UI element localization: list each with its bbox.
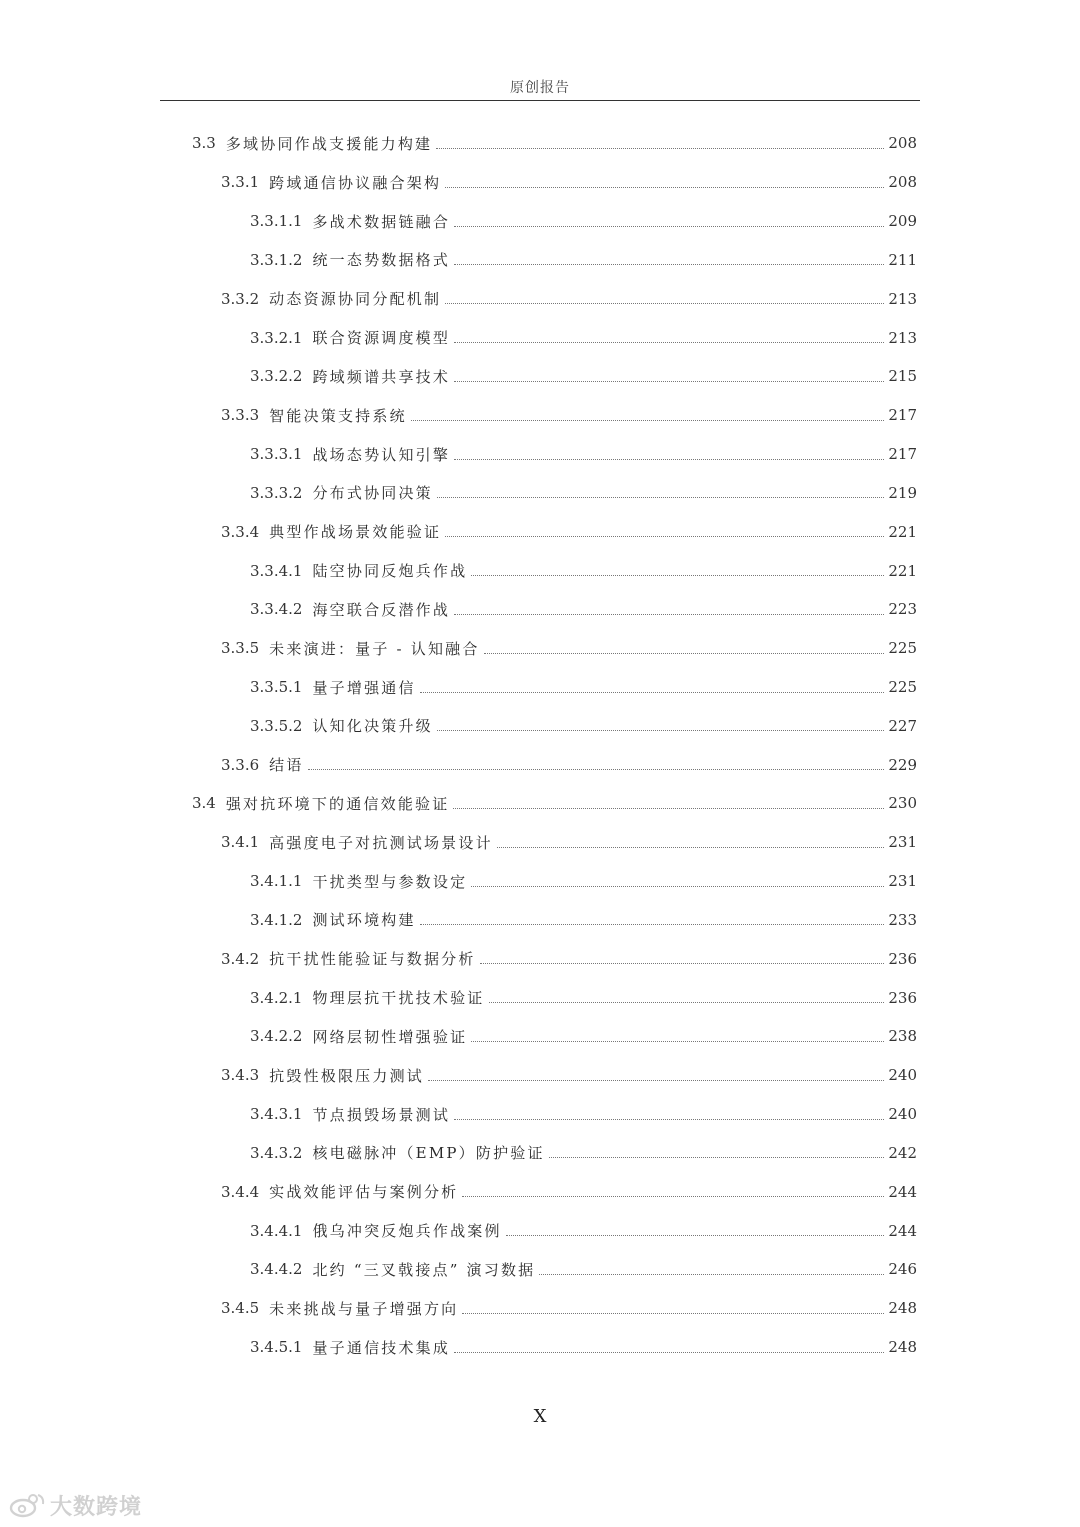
toc-entry-title: 俄乌冲突反炮兵作战案例: [312, 1222, 502, 1241]
toc-entry-title: 统一态势数据格式: [312, 251, 451, 270]
toc-entry-page: 208: [888, 134, 917, 153]
toc-entry-number: 3.3.6: [221, 755, 260, 774]
toc-entry[interactable]: [0, 202, 1080, 241]
toc-entry-number: 3.4.5.1: [250, 1338, 303, 1357]
toc-entry-page: 231: [888, 872, 917, 891]
toc-entry-title: 干扰类型与参数设定: [312, 872, 468, 891]
toc-entry-number: 3.3.4.1: [250, 561, 303, 580]
toc-entry-page: 221: [888, 561, 917, 580]
toc-entry[interactable]: [0, 1328, 1080, 1367]
toc-dot-leader: [454, 1352, 884, 1353]
toc-entry-page: 248: [888, 1299, 917, 1318]
toc-entry-page: 208: [888, 173, 917, 192]
toc-entry-number: 3.3.5: [221, 639, 260, 658]
toc-entry[interactable]: [0, 124, 1080, 163]
toc-entry-page: 219: [888, 483, 917, 502]
toc-entry-number: 3.3: [192, 134, 216, 153]
toc-entry-title: 动态资源协同分配机制: [269, 290, 442, 309]
toc-dot-leader: [497, 847, 885, 848]
toc-dot-leader: [454, 226, 884, 227]
toc-entry[interactable]: [0, 1134, 1080, 1173]
toc-dot-leader: [437, 730, 884, 731]
toc-entry-number: 3.3.1: [221, 173, 260, 192]
toc-entry[interactable]: [0, 590, 1080, 629]
toc-entry-number: 3.4.1.1: [250, 872, 303, 891]
toc-entry[interactable]: [0, 862, 1080, 901]
toc-dot-leader: [462, 1196, 884, 1197]
toc-entry-number: 3.3.3.2: [250, 483, 303, 502]
toc-entry-number: 3.3.4: [221, 522, 260, 541]
toc-entry-number: 3.4.3.2: [250, 1143, 303, 1162]
page-number: X: [533, 1406, 547, 1427]
toc-entry-page: 240: [888, 1105, 917, 1124]
toc-dot-leader: [471, 575, 884, 576]
toc-entry[interactable]: [0, 357, 1080, 396]
watermark-text: 大数跨境: [50, 1494, 143, 1520]
toc-entry-title: 海空联合反潜作战: [312, 600, 451, 619]
toc-entry-title: 多战术数据链融合: [312, 212, 451, 231]
toc-dot-leader: [489, 1002, 885, 1003]
toc-dot-leader: [411, 420, 885, 421]
toc-entry-number: 3.3.2: [221, 289, 260, 308]
toc-entry-page: 246: [888, 1260, 917, 1279]
toc-entry[interactable]: [0, 1250, 1080, 1289]
toc-dot-leader: [462, 1313, 884, 1314]
toc-dot-leader: [454, 342, 884, 343]
toc-entry-title: 联合资源调度模型: [312, 329, 451, 348]
toc-dot-leader: [454, 459, 884, 460]
toc-entry-page: 233: [888, 910, 917, 929]
toc-entry[interactable]: [0, 901, 1080, 940]
toc-entry[interactable]: [0, 1172, 1080, 1211]
toc-entry[interactable]: [0, 1289, 1080, 1328]
toc-entry-page: 227: [888, 716, 917, 735]
toc-dot-leader: [480, 963, 885, 964]
toc-entry[interactable]: [0, 1211, 1080, 1250]
toc-entry-number: 3.4.3: [221, 1066, 260, 1085]
toc-dot-leader: [445, 187, 884, 188]
toc-entry-title: 测试环境构建: [312, 911, 416, 930]
toc-entry-number: 3.3.3: [221, 406, 260, 425]
watermark: [8, 1490, 142, 1520]
page-header-title: 原创报告: [510, 80, 570, 96]
toc-entry-page: 238: [888, 1027, 917, 1046]
header-rule: [160, 100, 920, 101]
toc-entry-page: 215: [888, 367, 917, 386]
toc-entry-page: 229: [888, 755, 917, 774]
table-of-contents: [0, 124, 1080, 1367]
toc-entry-title: 多域协同作战支援能力构建: [225, 134, 433, 153]
toc-entry-number: 3.4.1.2: [250, 910, 303, 929]
toc-entry-number: 3.3.5.1: [250, 678, 303, 696]
toc-entry[interactable]: [0, 629, 1080, 668]
toc-entry[interactable]: [0, 318, 1080, 357]
toc-entry[interactable]: [0, 939, 1080, 978]
toc-entry-title: 强对抗环境下的通信效能验证: [225, 794, 450, 813]
toc-entry-title: 跨域频谱共享技术: [312, 367, 451, 386]
toc-entry-page: 231: [888, 833, 917, 852]
toc-entry[interactable]: [0, 745, 1080, 784]
toc-entry-page: 230: [888, 794, 917, 813]
toc-dot-leader: [539, 1274, 884, 1275]
toc-entry-page: 240: [888, 1066, 917, 1085]
toc-entry-number: 3.3.5.2: [250, 716, 303, 735]
toc-entry-title: 结语: [269, 756, 304, 775]
toc-entry-title: 未来挑战与量子增强方向: [269, 1299, 459, 1318]
toc-dot-leader: [484, 653, 885, 654]
toc-entry-number: 3.3.4.2: [250, 600, 303, 619]
toc-dot-leader: [420, 692, 885, 693]
toc-entry[interactable]: [0, 512, 1080, 551]
toc-entry-page: 211: [888, 250, 917, 269]
toc-entry-title: 高强度电子对抗测试场景设计: [269, 833, 493, 852]
toc-entry-page: 221: [888, 522, 917, 541]
toc-dot-leader: [454, 614, 884, 615]
toc-entry-page: 213: [888, 328, 917, 347]
toc-entry-number: 3.3.3.1: [250, 445, 303, 464]
toc-entry-number: 3.4: [192, 794, 216, 813]
toc-entry-number: 3.3.2.1: [250, 328, 303, 347]
toc-entry-number: 3.3.1.1: [250, 212, 303, 231]
toc-dot-leader: [454, 264, 884, 265]
toc-entry[interactable]: [0, 978, 1080, 1017]
toc-entry-number: 3.4.5: [221, 1299, 260, 1318]
toc-entry-page: 236: [888, 949, 917, 968]
toc-dot-leader: [453, 808, 884, 809]
toc-entry-number: 3.4.4: [221, 1182, 260, 1201]
toc-entry-title: 量子增强通信: [312, 678, 416, 697]
toc-entry-title: 陆空协同反炮兵作战: [312, 562, 468, 581]
toc-entry[interactable]: [0, 163, 1080, 202]
toc-entry-title: 跨域通信协议融合架构: [269, 173, 442, 192]
toc-entry[interactable]: [0, 240, 1080, 279]
toc-entry-page: 244: [888, 1221, 917, 1240]
toc-dot-leader: [420, 924, 885, 925]
toc-entry-title: 量子通信技术集成: [312, 1338, 451, 1357]
toc-entry-page: 217: [888, 445, 917, 464]
toc-entry-title: 分布式协同决策: [312, 484, 433, 503]
toc-entry-title: 典型作战场景效能验证: [269, 523, 442, 542]
toc-entry-title: 抗干扰性能验证与数据分析: [269, 950, 476, 969]
toc-entry-page: 217: [888, 406, 917, 425]
toc-entry[interactable]: [0, 435, 1080, 474]
toc-entry[interactable]: [0, 473, 1080, 512]
toc-entry-page: 213: [888, 289, 917, 308]
toc-entry-title: 未来演进：量子 - 认知融合: [269, 639, 480, 658]
toc-entry-number: 3.4.4.2: [250, 1260, 303, 1279]
toc-entry-title: 北约 “三叉戟接点” 演习数据: [312, 1260, 536, 1279]
toc-dot-leader: [308, 769, 885, 770]
toc-entry-page: 209: [888, 212, 917, 231]
toc-entry-page: 225: [888, 639, 917, 658]
toc-entry-title: 认知化决策升级: [312, 717, 433, 736]
toc-entry-number: 3.4.2: [221, 949, 260, 968]
toc-dot-leader: [471, 886, 884, 887]
toc-entry[interactable]: [0, 784, 1080, 823]
toc-dot-leader: [454, 1119, 884, 1120]
toc-dot-leader: [428, 1080, 884, 1081]
toc-entry-title: 核电磁脉冲（EMP）防护验证: [312, 1144, 545, 1163]
toc-entry-title: 节点损毁场景测试: [312, 1105, 451, 1124]
toc-dot-leader: [506, 1235, 885, 1236]
toc-entry-page: 223: [888, 600, 917, 619]
toc-entry[interactable]: [0, 279, 1080, 318]
toc-entry-title: 物理层抗干扰技术验证: [312, 989, 485, 1008]
toc-entry-page: 244: [888, 1182, 917, 1201]
toc-entry[interactable]: [0, 551, 1080, 590]
toc-entry[interactable]: [0, 1056, 1080, 1095]
toc-entry-title: 智能决策支持系统: [269, 406, 407, 425]
toc-entry-page: 248: [888, 1338, 917, 1357]
toc-entry-title: 实战效能评估与案例分析: [269, 1183, 459, 1202]
toc-dot-leader: [436, 148, 884, 149]
toc-dot-leader: [454, 381, 884, 382]
toc-entry-title: 战场态势认知引擎: [312, 445, 451, 464]
toc-entry-page: 242: [888, 1143, 917, 1162]
toc-entry-title: 网络层韧性增强验证: [312, 1027, 468, 1046]
toc-entry-number: 3.4.2.1: [250, 988, 303, 1007]
toc-entry-page: 236: [888, 988, 917, 1007]
toc-entry[interactable]: [0, 706, 1080, 745]
toc-entry[interactable]: [0, 1017, 1080, 1056]
toc-entry-number: 3.3.2.2: [250, 367, 303, 386]
toc-entry-number: 3.4.3.1: [250, 1105, 303, 1124]
toc-entry-number: 3.4.1: [221, 833, 260, 852]
toc-entry[interactable]: [0, 396, 1080, 435]
toc-dot-leader: [471, 1041, 884, 1042]
weibo-logo-icon: [8, 1491, 48, 1519]
toc-dot-leader: [445, 303, 884, 304]
toc-entry-page: 225: [888, 678, 917, 696]
toc-dot-leader: [549, 1157, 885, 1158]
toc-entry-title: 抗毁性极限压力测试: [269, 1066, 424, 1085]
toc-entry-number: 3.3.1.2: [250, 250, 303, 269]
toc-entry[interactable]: [0, 1095, 1080, 1134]
toc-entry-number: 3.4.2.2: [250, 1027, 303, 1046]
toc-dot-leader: [445, 536, 884, 537]
toc-entry[interactable]: [0, 823, 1080, 862]
toc-entry[interactable]: [0, 668, 1080, 707]
toc-entry-number: 3.4.4.1: [250, 1221, 303, 1240]
toc-dot-leader: [437, 497, 884, 498]
